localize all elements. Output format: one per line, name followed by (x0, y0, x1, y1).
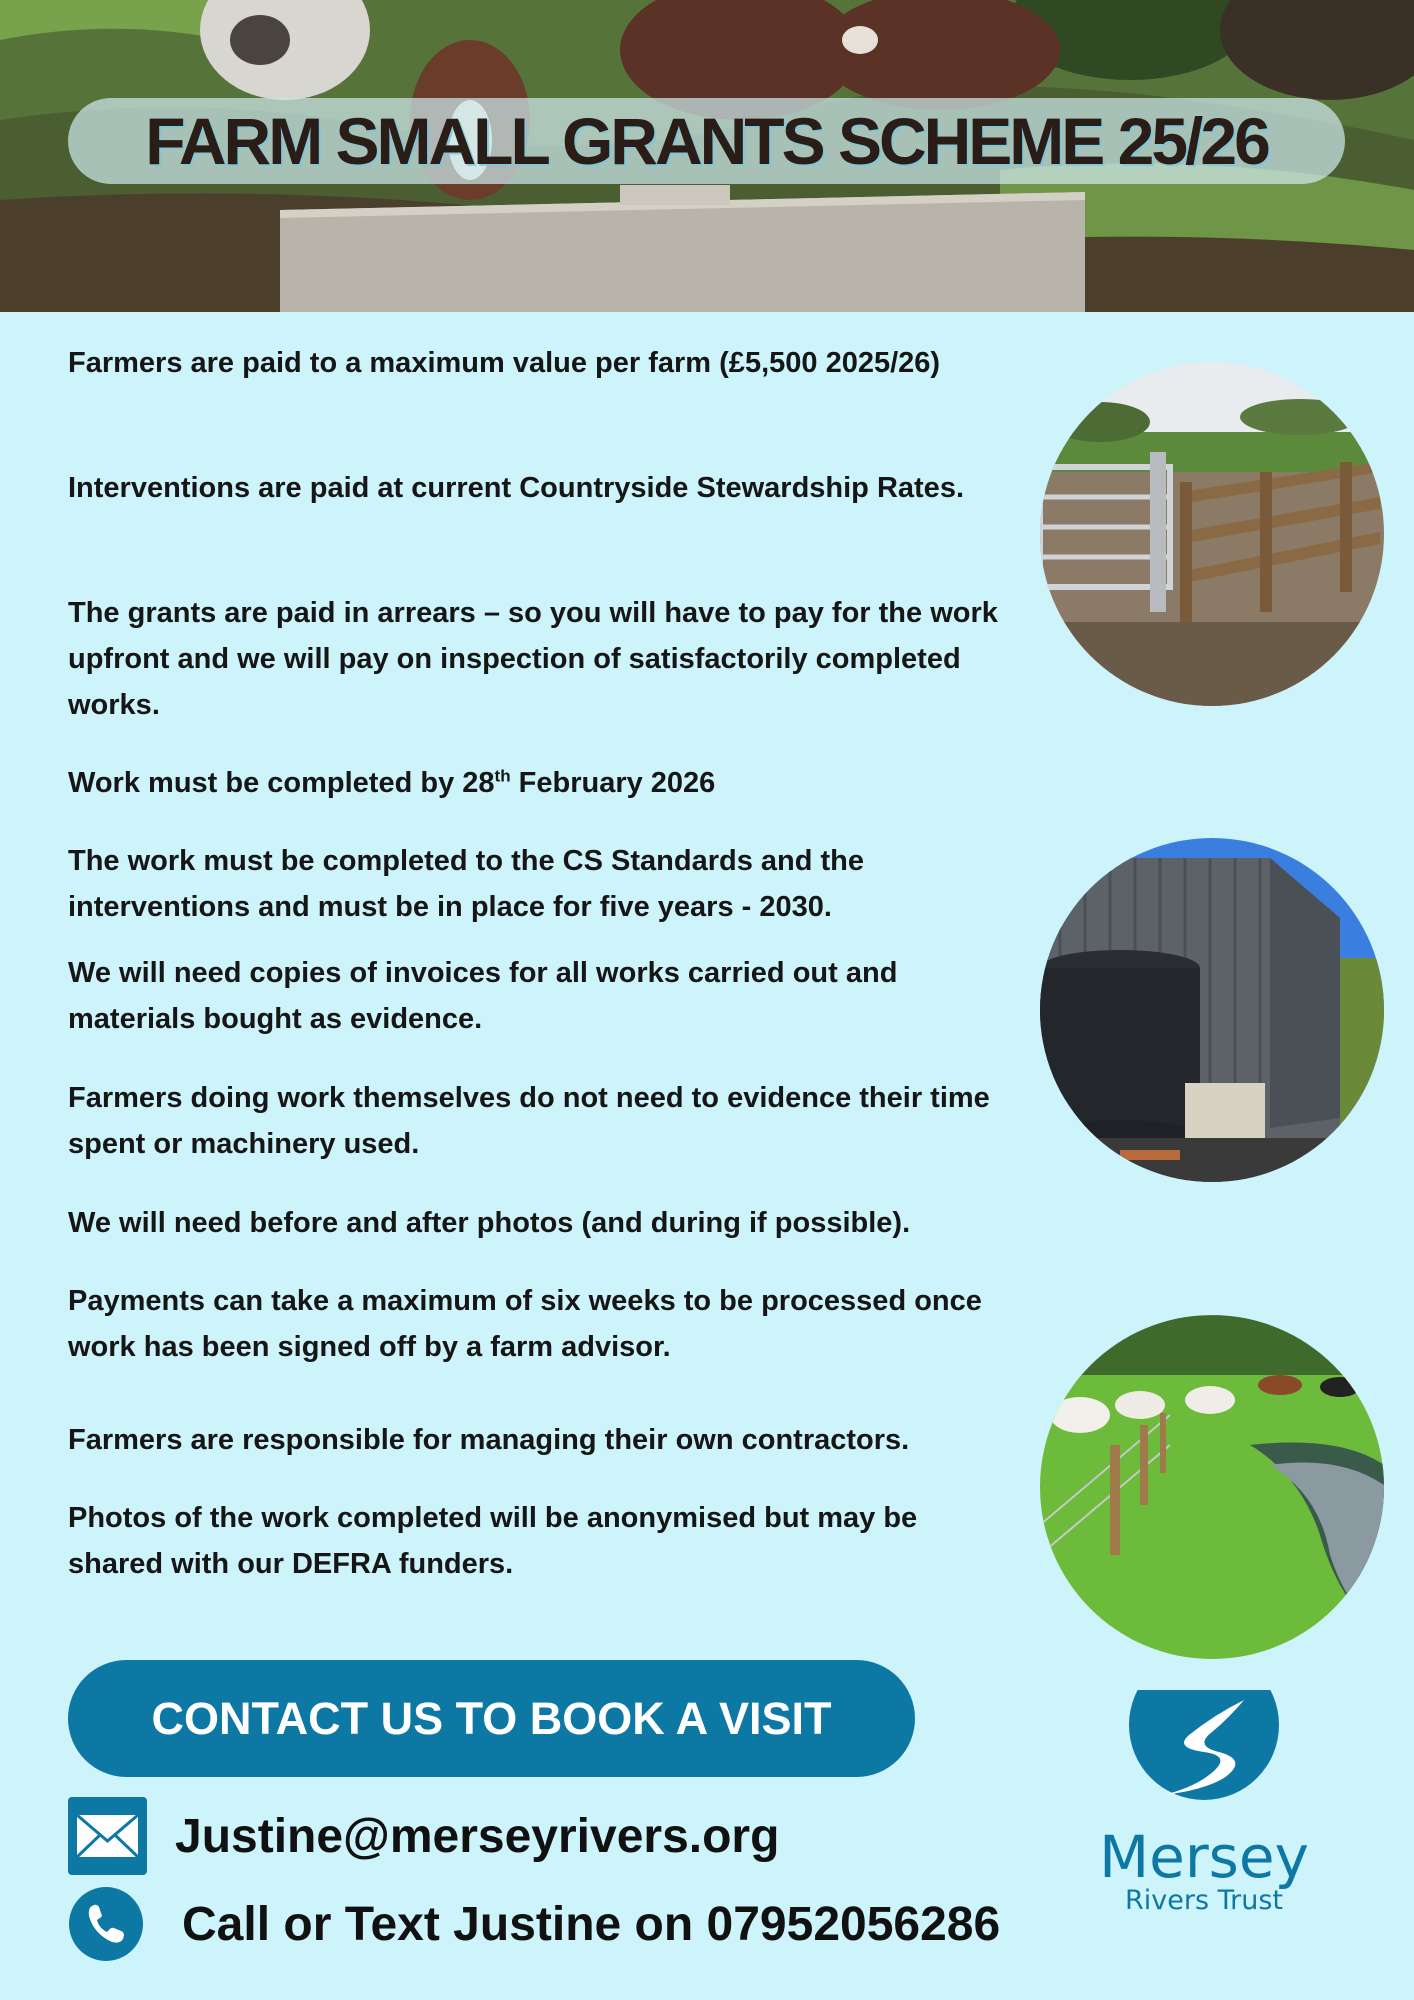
deadline-ordinal: th (494, 766, 511, 786)
paragraph-contractors: Farmers are responsible for managing their own contractors. (68, 1424, 910, 1456)
photo-riverside-fencing (1040, 1315, 1384, 1659)
photo-water-tank (1040, 838, 1384, 1182)
paragraph-max-value: Farmers are paid to a maximum value per farm (£5,500 2025/26) (68, 347, 941, 379)
logo-name: Mersey (1099, 1823, 1309, 1891)
paragraph-rates: Interventions are paid at current Countryside Stewardship Rates. (68, 472, 964, 504)
logo-subtitle: Rivers Trust (1125, 1885, 1283, 1916)
paragraph-arrears: The grants are paid in arrears – so you will have to pay for the work upfront and we will pay on inspection of satisfactorily completed works. (68, 597, 998, 721)
mail-icon (68, 1797, 147, 1875)
mersey-rivers-trust-logo (1094, 1690, 1314, 1920)
deadline-prefix: Work must be completed by 28 (68, 767, 495, 799)
book-visit-button[interactable]: CONTACT US TO BOOK A VISIT (68, 1660, 915, 1777)
email-contact (68, 1797, 779, 1875)
paragraph-payments: Payments can take a maximum of six weeks to be processed once work has been signed off by a farm advisor. (68, 1285, 982, 1363)
photo-gate-crossing (1040, 362, 1384, 706)
page-title: FARM SMALL GRANTS SCHEME 25/26 (145, 104, 1268, 178)
paragraph-invoices: We will need copies of invoices for all works carried out and materials bought as evidence. (68, 957, 898, 1035)
paragraph-cs-standards: The work must be completed to the CS Standards and the interventions and must be in place for five years - 2030. (68, 845, 864, 923)
paragraph-own-work: Farmers doing work themselves do not need to evidence their time spent or machinery used. (68, 1082, 990, 1160)
paragraph-anonymised: Photos of the work completed will be anonymised but may be shared with our DEFRA funders. (68, 1502, 918, 1580)
deadline-suffix: February 2026 (510, 767, 716, 799)
email-address[interactable]: Justine@merseyrivers.org (175, 1809, 780, 1863)
hero-banner (0, 0, 1414, 312)
title-banner (68, 98, 1345, 184)
paragraph-deadline (68, 760, 1008, 806)
river-logo-icon (1094, 1690, 1314, 1800)
paragraph-photos: We will need before and after photos (and during if possible). (68, 1207, 911, 1239)
phone-icon (68, 1886, 144, 1962)
phone-text[interactable]: Call or Text Justine on 07952056286 (182, 1897, 1001, 1951)
phone-contact (68, 1886, 1000, 1962)
